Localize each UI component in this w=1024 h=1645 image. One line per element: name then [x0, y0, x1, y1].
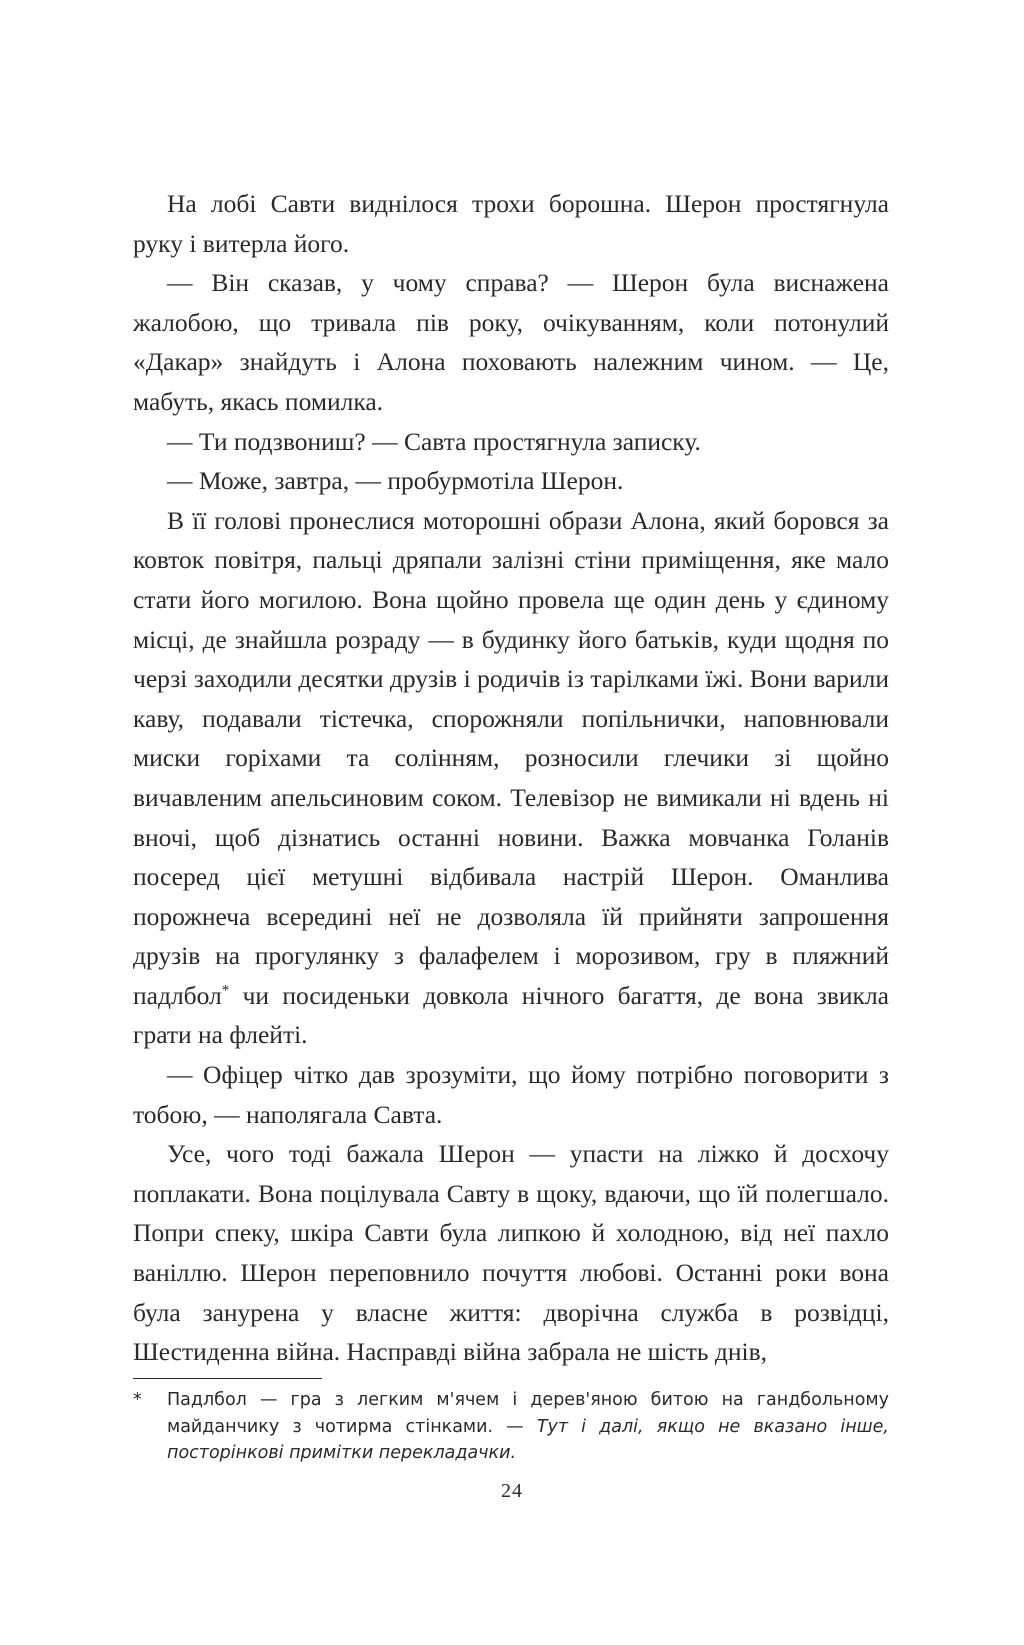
paragraph-1: На лобі Савти виднілося трохи борошна. Шерон простягнула руку і витерла його. [133, 189, 889, 258]
paragraph-6: — Офіцер чітко дав зрозуміти, що йому потрібно поговорити з тобою, — наполягала Савта. [133, 1060, 889, 1129]
paragraph-5 [133, 501, 889, 1055]
footnote-divider [133, 1378, 322, 1379]
paragraph-4: — Може, завтра, — пробурмотіла Шерон. [167, 466, 624, 496]
footnote [133, 1387, 889, 1467]
body-text [133, 184, 889, 1372]
paragraph-5-part-1: В її голові пронеслися моторошні образи Алона, який боровся за ковток повітря, пальці дряпали залізні стіни приміщення, яке мало стати його могилою. Вона щойно провела ще один день у єдиному місці, де знайшла розраду — в будинку його батьків, куди щодня по черзі заходили десятки друзів і родичів із тарілками їжі. Вони варили каву, подавали тістечка, спорожняли попільнички, наповнювали миски горіхами та солінням, розносили глечики зі щойно вичавленим апельсиновим соком. Телевізор не вимикали ні вдень ні вночі, щоб дізнатись останні новини. Важка мовчанка Голанів посеред цієї метушні відбивала настрій Шерон. Оманлива порожнеча всередині неї не дозволяла їй прийняти запрошення друзів на прогулянку з фалафелем і морозивом, гру в пляжний падлбол [133, 505, 889, 1010]
translator-note: Тут і далі, якщо не вказано інше, посторінкові примітки перекладачки. [167, 1416, 889, 1463]
footnote-reference-mark: * [221, 982, 230, 999]
footnote-body [167, 1387, 889, 1467]
page-number: 24 [501, 1480, 523, 1502]
footnote-mark: * [133, 1390, 142, 1410]
footnote-text: Падлбол — гра з легким м'ячем і дерев'яною битою на гандбольному майданчику з чотирма стінками. — [167, 1390, 889, 1437]
paragraph-3: — Ти подзвониш? — Савта простягнула записку. [167, 426, 701, 456]
paragraph-5-part-2: чи посиденьки довкола нічного багаття, де вона звикла грати на флейті. [133, 980, 889, 1050]
paragraph-2: — Він сказав, у чому справа? — Шерон була виснажена жалобою, що тривала пів року, очікуванням, коли потонулий «Дакар» знайдуть і Алона поховають належним чином. — Це, мабуть, якась помилка. [133, 268, 889, 416]
paragraph-7: Усе, чого тоді бажала Шерон — упасти на ліжко й досхочу поплакати. Вона поцілувала Савту в щоку, вдаючи, що їй полегшало. Попри спеку, шкіра Савти була липкою й холодною, від неї пахло ваніллю. Шерон переповнило почуття любові. Останні роки вона була занурена у власне життя: дворічна служба в розвідці, Шестиденна війна. Насправді війна забрала не шість днів, [133, 1139, 889, 1367]
